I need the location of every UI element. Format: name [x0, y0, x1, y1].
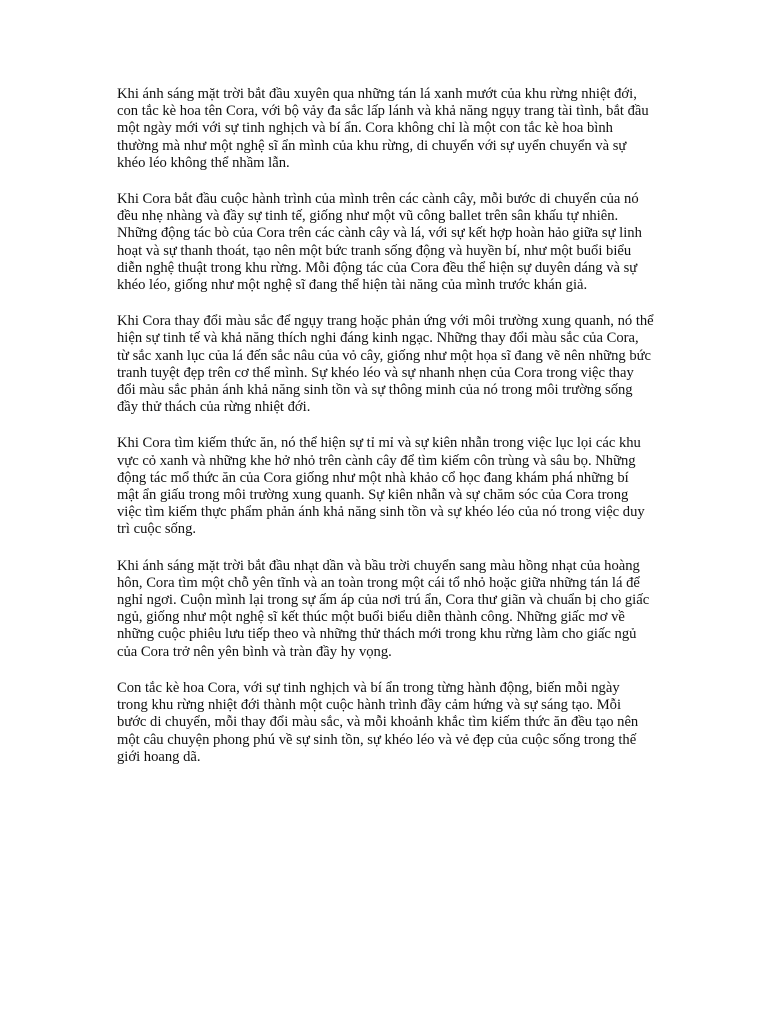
paragraph-2: Khi Cora bắt đầu cuộc hành trình của mình trên các cành cây, mỗi bước di chuyển của nó đều nhẹ nhàng và đầy sự tinh tế, giống như một vũ công ballet trên sân khấu tự nhiên. Những động tác bò của Cora trên các cành cây và lá, với sự kết hợp hoàn hảo giữa sự linh hoạt và sự thanh thoát, tạo nên một bức tranh sống động và huyền bí, như một buổi biểu diễn nghệ thuật trong khu rừng. Mỗi động tác của Cora đều thể hiện sự duyên dáng và sự khéo léo, giống như một nghệ sĩ đang thể hiện tài năng của mình trước khán giả. [117, 191, 642, 294]
text-column [117, 86, 654, 785]
paragraph-5: Khi ánh sáng mặt trời bắt đầu nhạt dần và bầu trời chuyển sang màu hồng nhạt của hoàng hôn, Cora tìm một chỗ yên tĩnh và an toàn trong một cái tổ nhỏ hoặc giữa những tán lá để nghỉ ngơi. Cuộn mình lại trong sự ấm áp của nơi trú ẩn, Cora thư giãn và chuẩn bị cho giấc ngủ, giống như một nghệ sĩ kết thúc một buổi biểu diễn thành công. Những giấc mơ về những cuộc phiêu lưu tiếp theo và những thử thách mới trong khu rừng làm cho giấc ngủ của Cora trở nên yên bình và tràn đầy hy vọng. [117, 557, 650, 660]
paragraph-1: Khi ánh sáng mặt trời bắt đầu xuyên qua những tán lá xanh mướt của khu rừng nhiệt đới, con tắc kè hoa tên Cora, với bộ vảy đa sắc lấp lánh và khả năng ngụy trang tài tình, bắt đầu một ngày mới với sự tinh nghịch và bí ẩn. Cora không chỉ là một con tắc kè hoa bình thường mà như một nghệ sĩ ẩn mình của khu rừng, di chuyển với sự uyển chuyển và sự khéo léo không thể nhầm lẫn. [117, 86, 649, 171]
paragraph-3: Khi Cora thay đổi màu sắc để ngụy trang hoặc phản ứng với môi trường xung quanh, nó thể hiện sự tinh tế và khả năng thích nghi đáng kinh ngạc. Những thay đổi màu sắc của Cora, từ sắc xanh lục của lá đến sắc nâu của vỏ cây, giống như một họa sĩ đang vẽ nên những bức tranh tuyệt đẹp trên cơ thể mình. Sự khéo léo và sự nhanh nhẹn của Cora trong việc thay đổi màu sắc phản ánh khả năng sinh tồn và sự thông minh của nó trong môi trường sống đầy thử thách của rừng nhiệt đới. [117, 313, 654, 416]
paragraph-6: Con tắc kè hoa Cora, với sự tinh nghịch và bí ẩn trong từng hành động, biến mỗi ngày trong khu rừng nhiệt đới thành một cuộc hành trình đầy cảm hứng và sự sáng tạo. Mỗi bước di chuyển, mỗi thay đổi màu sắc, và mỗi khoảnh khắc tìm kiếm thức ăn đều tạo nên một câu chuyện phong phú về sự sinh tồn, sự khéo léo và vẻ đẹp của cuộc sống trong thế giới hoang dã. [117, 679, 639, 765]
paragraph-4: Khi Cora tìm kiếm thức ăn, nó thể hiện sự tỉ mỉ và sự kiên nhẫn trong việc lục lọi các khu vực cỏ xanh và những khe hở nhỏ trên cành cây để tìm kiếm côn trùng và sâu bọ. Những động tác mổ thức ăn của Cora giống như một nhà khảo cổ học đang khám phá những bí mật ẩn giấu trong môi trường xung quanh. Sự kiên nhẫn và sự chăm sóc của Cora trong việc tìm kiếm thực phẩm phản ánh khả năng sinh tồn và sự khéo léo của nó trong việc duy trì cuộc sống. [117, 435, 645, 538]
